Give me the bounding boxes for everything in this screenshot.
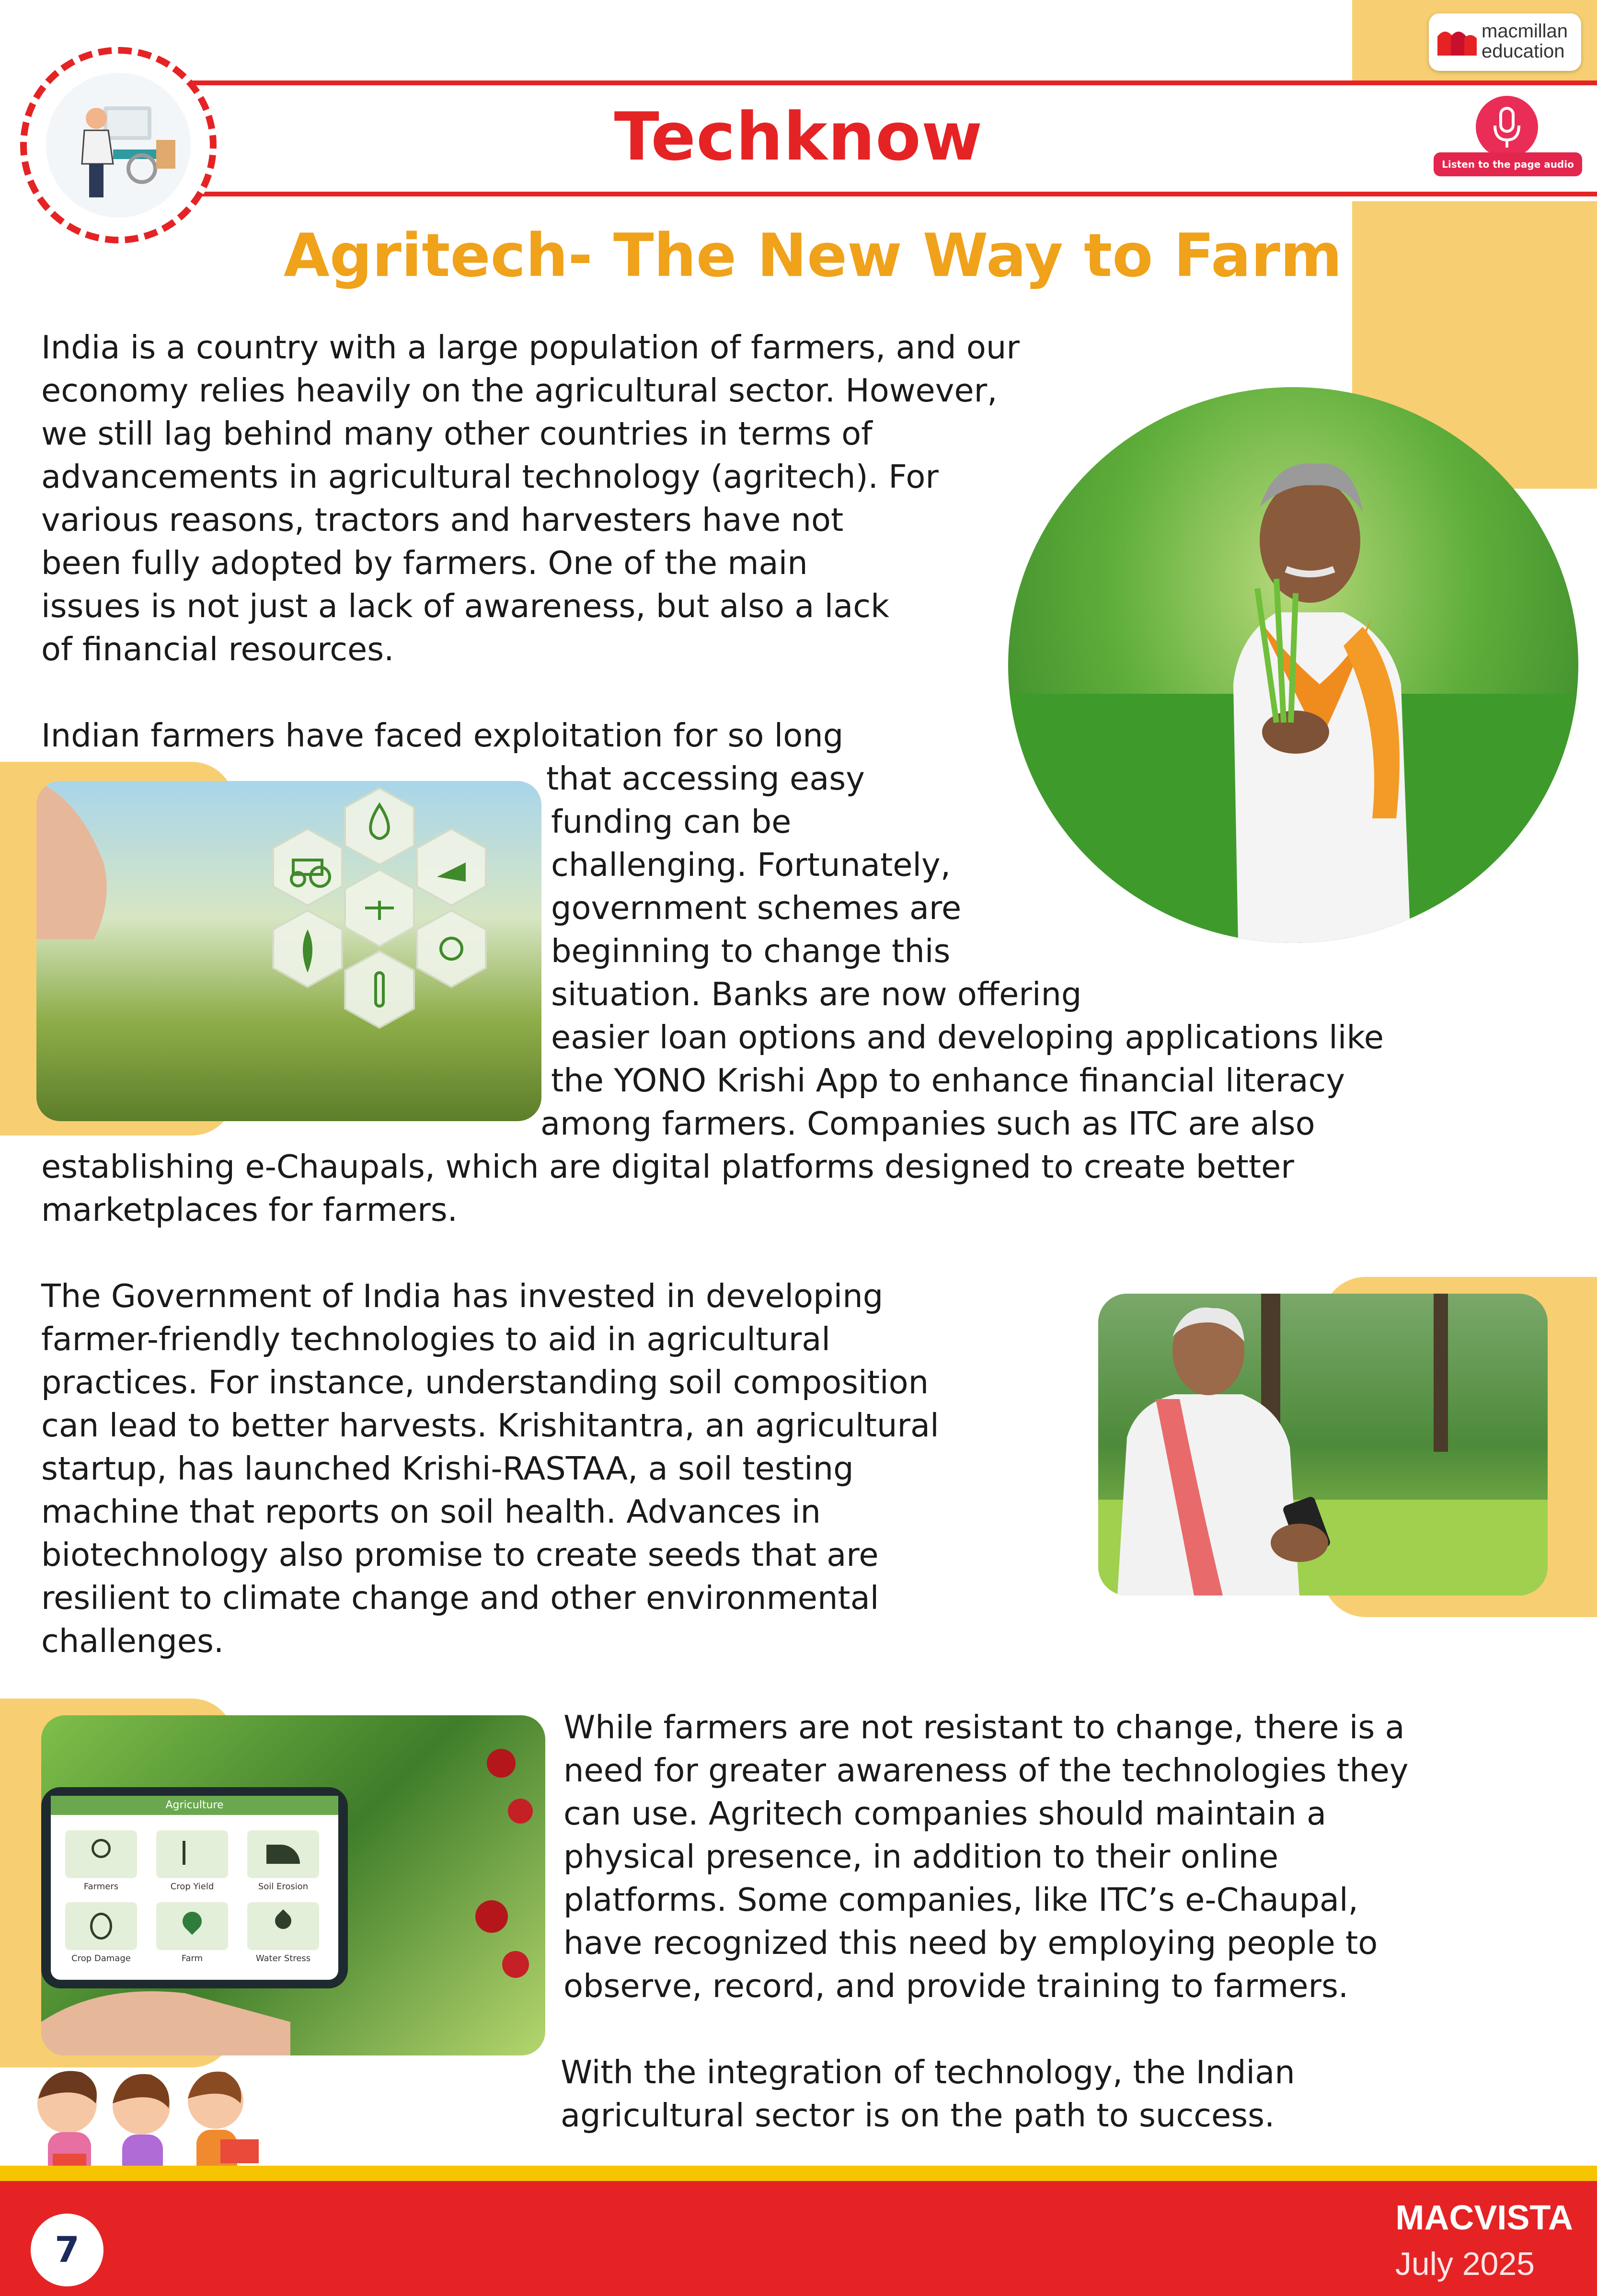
listen-audio-button[interactable] [1434,96,1582,177]
paragraph-line: easier loan options and developing applications like [551,1019,1384,1056]
paragraph-line: various reasons, tractors and harvesters have not [41,501,844,539]
paragraph-line: been fully adopted by farmers. One of the main [41,544,808,582]
paragraph-line: can lead to better harvests. Krishitantra, an agricultural [41,1407,939,1444]
paragraph-line: marketplaces for farmers. [41,1191,458,1228]
paragraph-line: practices. For instance, understanding soil composition [41,1364,929,1401]
tablet-tile-water-stress[interactable] [247,1902,319,1963]
paragraph-1 [41,326,1020,671]
header-bottom-line [182,192,1597,196]
tablet-tile-farmers[interactable] [65,1830,137,1892]
article-title: Agritech- The New Way to Farm [283,221,1343,290]
paragraph-line: biotechnology also promise to create seeds that are [41,1536,879,1573]
paragraph-line: situation. Banks are now offering [551,976,1082,1013]
section-badge-logo [20,47,217,243]
tile-label: Crop Damage [71,1953,131,1963]
issue-date: July 2025 [1395,2246,1535,2282]
paragraph-line: resilient to climate change and other environmental [41,1579,879,1617]
tile-label: Soil Erosion [258,1882,309,1892]
paragraph-line: farmer-friendly technologies to aid in agricultural [41,1320,830,1358]
paragraph-line: observe, record, and provide training to farmers. [563,1967,1349,2005]
header-top-line [182,80,1597,85]
paragraph-line: startup, has launched Krishi-RASTAA, a soil testing [41,1450,854,1487]
paragraph-2-wrapped [540,757,1384,1145]
farmer-with-phone-photo [1098,1294,1548,1596]
sprout-icon [183,1841,205,1865]
erosion-icon [266,1845,300,1864]
paragraph-line: advancements in agricultural technology (agritech). For [41,458,939,495]
paragraph-line: the YONO Krishi App to enhance financial literacy [551,1062,1345,1099]
paragraph-line: have recognized this need by employing people to [563,1924,1378,1962]
paragraph-line: With the integration of technology, the Indian [561,2054,1295,2091]
location-pin-icon [179,1908,206,1935]
paragraph-2-tail [41,1145,1294,1231]
tablet-tile-crop-damage[interactable] [65,1902,137,1963]
macmillan-education-logo [1429,13,1581,71]
person-at-computer-icon [46,73,191,218]
paragraph-line: challenging. Fortunately, [551,846,951,884]
tablet-tile-soil-erosion[interactable] [247,1830,319,1892]
logo-word-macmillan: macmillan [1482,21,1568,42]
paragraph-line: beginning to change this [551,932,951,970]
paragraph-3 [41,1274,939,1663]
bug-icon [90,1913,112,1940]
page-number: 7 [31,2214,103,2286]
paragraph-2-first-line: Indian farmers have faced exploitation for so long [41,717,844,754]
agritech-hexagon-icons-photo [36,781,541,1121]
paragraph-line: issues is not just a lack of awareness, but also a lack [41,587,889,625]
water-drop-icon [272,1909,295,1932]
tablet-tile-crop-yield[interactable] [156,1830,228,1892]
logo-word-education: education [1482,41,1565,62]
paragraph-line: challenges. [41,1622,224,1660]
tablet-agriculture-app-photo [41,1715,545,2055]
footer-bar [0,2181,1597,2296]
paragraph-line: establishing e-Chaupals, which are digital platforms designed to create better [41,1148,1294,1185]
paragraph-line: need for greater awareness of the technologies they [563,1752,1409,1789]
listen-audio-label: Listen to the page audio [1434,152,1582,176]
paragraph-line: India is a country with a large population of farmers, and our [41,329,1020,366]
tile-label: Water Stress [255,1953,311,1963]
paragraph-line: can use. Agritech companies should maintain a [563,1795,1327,1832]
tile-label: Crop Yield [170,1882,214,1892]
paragraph-line: funding can be [551,803,792,840]
paragraph-line: economy relies heavily on the agricultural sector. However, [41,372,998,409]
water-drop-hex [345,788,414,865]
farmer-icon [92,1839,111,1858]
paragraph-line: among farmers. Companies such as ITC are also [540,1105,1315,1142]
magazine-name: MACVISTA [1395,2199,1573,2237]
paragraph-4 [563,1706,1409,2008]
footer-yellow-stripe [0,2166,1597,2181]
paragraph-line: The Government of India has invested in developing [41,1277,884,1315]
paragraph-line: that accessing easy [546,760,865,797]
section-title: Techknow [614,98,983,175]
macmillan-m-icon [1436,27,1479,57]
paragraph-line: platforms. Some companies, like ITC’s e-Chaupal, [563,1881,1358,1918]
paragraph-line: agricultural sector is on the path to success. [561,2097,1275,2134]
tablet-app-header: Agriculture [165,1799,224,1811]
microphone-icon [1476,96,1538,158]
paragraph-line: machine that reports on soil health. Advances in [41,1493,821,1530]
tablet-tile-farm[interactable] [156,1902,228,1963]
tile-label: Farm [181,1953,203,1963]
paragraph-line: of financial resources. [41,631,394,668]
paragraph-5 [561,2051,1295,2137]
paragraph-line: physical presence, in addition to their online [563,1838,1279,1875]
paragraph-line: we still lag behind many other countries in terms of [41,415,873,452]
paragraph-line: government schemes are [551,889,962,927]
paragraph-line: While farmers are not resistant to change, there is a [563,1709,1405,1746]
tile-label: Farmers [83,1882,119,1892]
